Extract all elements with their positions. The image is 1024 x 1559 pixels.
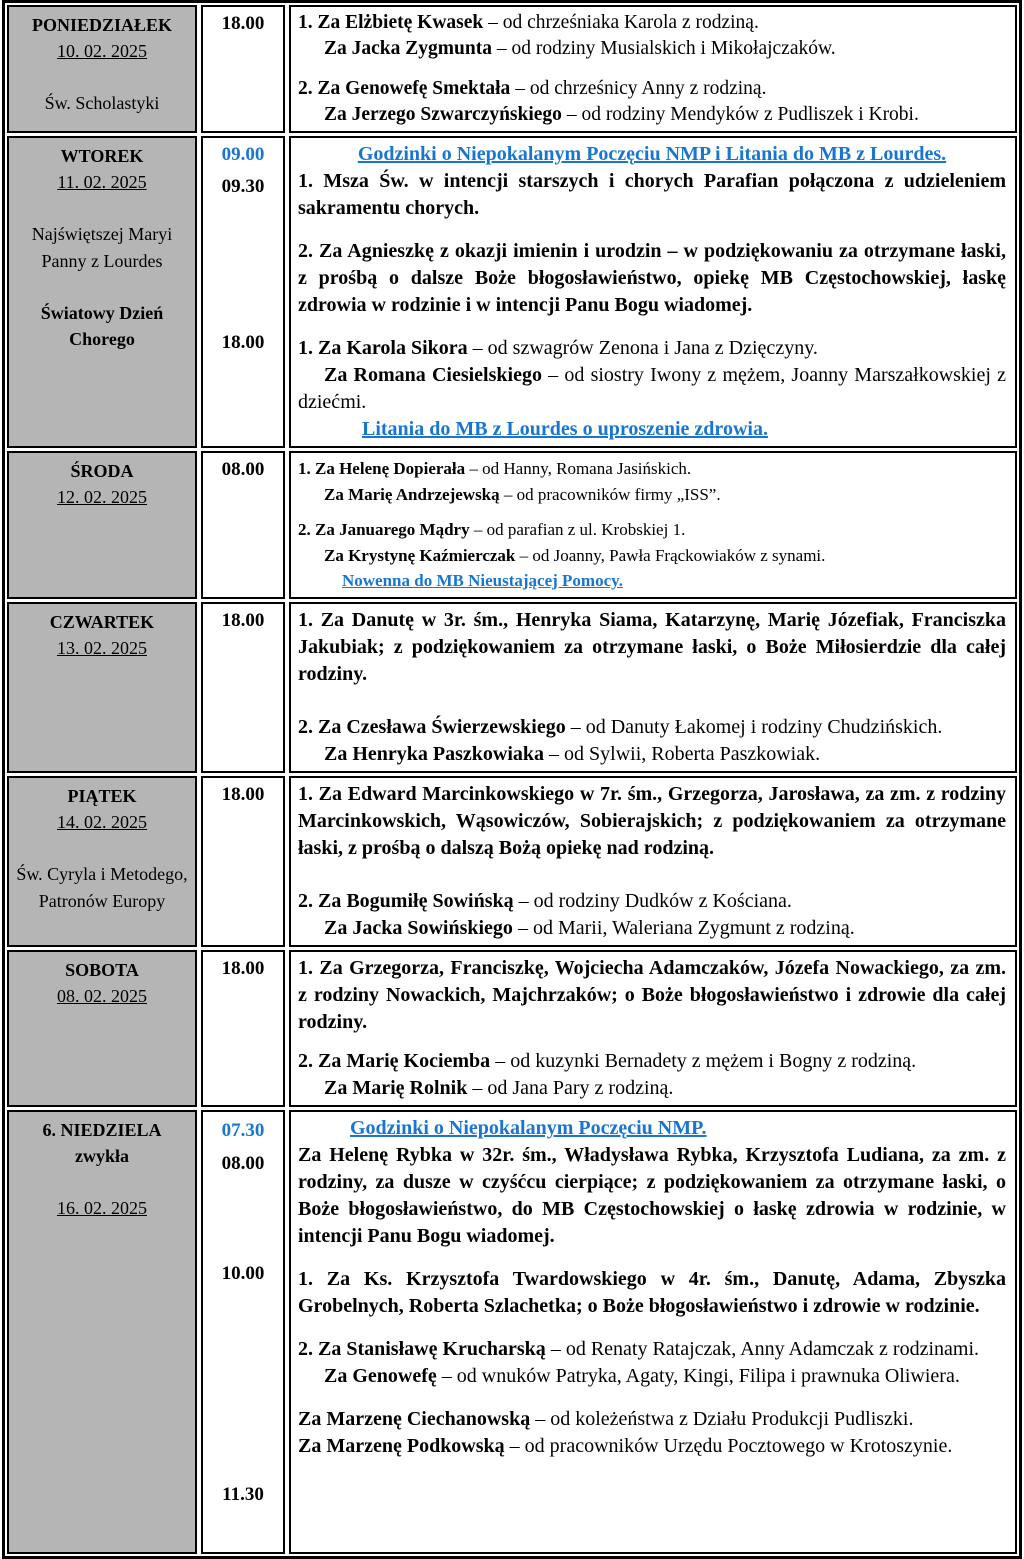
intention-line [298,517,1006,543]
intention-offeror: – od Joanny, Pawła Frąckowiaków z synami. [515,545,826,565]
intentions-cell [289,5,1017,133]
intention-name: Za Helenę Rybka w 32r. śm., Władysława Rybka, Krzysztofa Ludiana, za zm. z rodziny, za dusze w czyśćcu cierpiące; z podziękowaniem za otrzymane łaski, o Boże błogosławieństwo, do MB Częstochowskiej o łaskę zdrowia w rodzinie, w intencji Panu Bogu wiadomej. [298,1144,1006,1248]
time-cell [201,1110,285,1554]
intention-line [298,741,1006,768]
day-note: Najświętszej Maryi Panny z Lourdes [31,224,173,271]
day-date: 08. 02. 2025 [57,986,147,1007]
day-date: 10. 02. 2025 [57,41,147,62]
time-cell [201,602,285,773]
day-cell [7,5,197,133]
intention-offeror: – od chrześnicy Anny z rodziną. [510,77,767,99]
intention-line [298,1363,1006,1390]
mass-time: 08.00 [221,459,265,481]
mass-time: 18.00 [221,13,265,34]
day-cell [7,950,197,1107]
intention-name: Za Romana Ciesielskiego [324,364,542,387]
intention-line [298,102,1006,128]
intentions-cell [289,950,1017,1107]
intention-line [298,607,1006,688]
intention-name: Za Genowefę [324,1365,437,1388]
intentions-cell [289,1110,1017,1554]
mass-time: 18.00 [221,610,265,632]
day-cell [7,602,197,773]
intention-line [298,76,1006,102]
intention-name: Za Marię Rolnik [324,1077,468,1100]
intention-line [298,482,1006,508]
intention-offeror: – od szwagrów Zenona i Jana z Dzięczyny. [467,337,818,360]
intention-name: Za Jerzego Szwarczyńskiego [324,103,562,125]
intention-name: Za Krystynę Kaźmierczak [324,545,516,565]
intentions-cell [289,451,1017,599]
day-cell [7,136,197,448]
day-title: SOBOTA [65,960,139,981]
intention-offeror: – od pracowników Urzędu Pocztowego w Krotoszynie. [504,1435,953,1458]
intention-line [298,888,1006,915]
intention-line [298,1266,1006,1320]
day-title: WTOREK [60,146,144,167]
intention-offeror: – od Danuty Łakomej i rodziny Chudzińskich. [565,716,943,739]
spacer [298,1390,1006,1406]
intention-name: Za Marzenę Ciechanowską [298,1408,531,1431]
day-date: 14. 02. 2025 [57,812,147,833]
schedule-row-czwartek [7,602,1017,773]
day-title: PONIEDZIAŁEK [31,15,173,35]
intention-name: 1. Za Helenę Dopierała [298,459,466,479]
spacer [298,63,1006,76]
intention-offeror: – od pracowników firmy „ISS”. [499,484,721,504]
spacer [298,1036,1006,1048]
intention-line [298,10,1006,36]
intention-offeror: – od rodziny Dudków z Kościana. [513,890,792,913]
time-cell [201,451,285,599]
schedule-row-wtorek [7,136,1017,448]
schedule-row-poniedzialek [7,5,1017,133]
intentions-cell [289,136,1017,448]
intention-offeror: – od siostry Iwony z mężem, Joanny Marszałkowskiej z dziećmi. [298,364,1007,414]
devotion-title: Godzinki o Niepokalanym Poczęciu NMP. [350,1117,707,1140]
intention-name: 2. Za Genowefę Smektała [298,77,511,99]
intention-line [298,335,1006,362]
day-note: Św. Cyryla i Metodego, Patronów Europy [16,864,188,911]
intentions-cell [289,602,1017,773]
intention-name: 1. Za Grzegorza, Franciszkę, Wojciecha Adamczaków, Józefa Nowackiego, za zm. z rodziny Nowackich, Majchrzaków; o Boże błogosławieństwo i zdrowie dla całej rodziny. [298,957,1006,1034]
mass-intentions-table [2,0,1022,1559]
intention-line [298,1433,1006,1460]
intention-name: 2. Za Marię Kociemba [298,1050,491,1073]
schedule-row-sobota [7,950,1017,1107]
time-cell [201,776,285,947]
intention-name: 1. Za Ks. Krzysztofa Twardowskiego w 4r. śm., Danutę, Adama, Zbyszka Grobelnych, Roberta Szlachetka; o Boże błogosławieństwo i zdrowie w rodzinie. [298,1268,1006,1318]
intention-line [298,1048,1006,1075]
intention-offeror: – od Marii, Waleriana Zygmunt z rodziną. [512,917,855,940]
intention-name: 1. Msza Św. w intencji starszych i chorych Parafian połączona z udzieleniem sakramentu chorych. [298,170,1006,220]
intention-offeror: – od Hanny, Romana Jasińskich. [465,459,692,479]
intentions-cell [289,776,1017,947]
intention-line [298,36,1006,62]
intention-name: Za Marię Andrzejewską [324,484,500,504]
day-title: ŚRODA [70,461,134,482]
spacer [298,319,1006,335]
day-date: 12. 02. 2025 [57,487,147,508]
schedule-row-niedziela [7,1110,1017,1554]
intention-name: 1. Za Karola Sikora [298,337,468,360]
intention-line [298,1336,1006,1363]
time-cell [201,5,285,133]
intention-offeror: – od rodziny Mendyków z Pudliszek i Krobi. [561,103,919,125]
spacer [298,222,1006,238]
day-note: Światowy Dzień Chorego [40,302,164,349]
intention-name: 2. Za Czesława Świerzewskiego [298,716,566,739]
mass-time: 09.00 [221,144,265,166]
intention-line [298,238,1006,319]
devotion-title: Godzinki o Niepokalanym Poczęciu NMP i Litania do MB z Lourdes. [357,143,947,166]
intention-line [298,915,1006,942]
intention-line [298,362,1006,416]
mass-time: 18.00 [221,332,265,354]
day-title: CZWARTEK [49,612,155,633]
time-cell [201,136,285,448]
intention-name: 2. Za Bogumiłę Sowińską [298,890,514,913]
mass-time: 09.30 [221,176,265,198]
intention-offeror: – od Sylwii, Roberta Paszkowiak. [544,743,821,766]
devotion-title: Litania do MB z Lourdes o uproszenie zdrowia. [362,418,768,441]
intention-name: 2. Za Januarego Mądry [298,520,470,540]
day-date: 13. 02. 2025 [57,638,147,659]
day-cell [7,776,197,947]
intention-line [298,1406,1006,1433]
mass-time: 08.00 [221,1153,265,1175]
day-cell [7,1110,197,1554]
intention-line [298,781,1006,862]
intention-line [298,456,1006,482]
intention-line [298,714,1006,741]
intention-line [298,1142,1006,1250]
schedule-row-sroda [7,451,1017,599]
intention-offeror: – od koleżeństwa z Działu Produkcji Pudliszki. [530,1408,914,1431]
intention-offeror: – od Renaty Ratajczak, Anny Adamczak z rodzinami. [545,1338,980,1361]
intention-name: 2. Za Stanisławę Krucharską [298,1338,546,1361]
intention-offeror: – od chrześniaka Karola z rodziną. [483,12,759,33]
spacer [298,688,1006,714]
day-cell [7,451,197,599]
time-cell [201,950,285,1107]
mass-time: 18.00 [221,958,265,980]
mass-time: 18.00 [221,784,265,806]
day-date: 11. 02. 2025 [57,172,147,193]
intention-offeror: – od Jana Pary z rodziną. [467,1077,674,1100]
intention-name: 1. Za Elżbietę Kwasek [298,12,484,33]
intention-name: 1. Za Edward Marcinkowskiego w 7r. śm., Grzegorza, Jarosława, za zm. z rodziny Marcinkowskich, Wąsowiczów, Sobierajskich; z podziękowaniem za otrzymane łaski, z prośbą o dalszą Bożą opiekę nad rodziną. [298,783,1006,860]
day-note: zwykła [75,1146,129,1167]
intention-name: Za Jacka Sowińskiego [324,917,513,940]
intention-line [298,955,1006,1036]
intention-offeror: – od rodziny Musialskich i Mikołajczaków. [491,38,836,60]
spacer [298,1250,1006,1266]
intention-line [298,168,1006,222]
intention-offeror: – od kuzynki Bernadety z mężem i Bogny z rodziną. [490,1050,917,1073]
intention-name: 1. Za Danutę w 3r. śm., Henryka Siama, Katarzynę, Marię Józefiak, Franciszka Jakubiak; z podziękowaniem za otrzymane łaski, o Boże Miłosierdzie dla całej rodziny. [298,609,1006,686]
spacer [298,507,1006,517]
intention-name: Za Henryka Paszkowiaka [324,743,545,766]
mass-time: 11.30 [222,1484,264,1506]
intention-offeror: – od parafian z ul. Krobskiej 1. [469,520,686,540]
day-title: 6. NIEDZIELA [42,1120,162,1141]
day-note: Św. Scholastyki [44,93,160,114]
intention-line [298,543,1006,569]
mass-time: 10.00 [221,1263,265,1285]
intention-name: 2. Za Agnieszkę z okazji imienin i urodzin – w podziękowaniu za otrzymane łaski, z prośbą o dalsze Boże błogosławieństwo, opiekę MB Częstochowskiej, łaskę zdrowia w rodzinie i w intencji Panu Bogu wiadomej. [298,240,1006,317]
intention-line [298,1075,1006,1102]
intention-name: Za Jacka Zygmunta [324,38,492,60]
day-title: PIĄTEK [67,786,137,807]
intention-offeror: – od wnuków Patryka, Agaty, Kingi, Filipa i prawnuka Oliwiera. [436,1365,960,1388]
mass-time: 07.30 [221,1120,265,1142]
schedule-row-piatek [7,776,1017,947]
spacer [298,1320,1006,1336]
intention-name: Za Marzenę Podkowską [298,1435,505,1458]
day-date: 16. 02. 2025 [57,1198,147,1219]
spacer [298,862,1006,888]
devotion-title: Nowenna do MB Nieustającej Pomocy. [342,571,623,591]
